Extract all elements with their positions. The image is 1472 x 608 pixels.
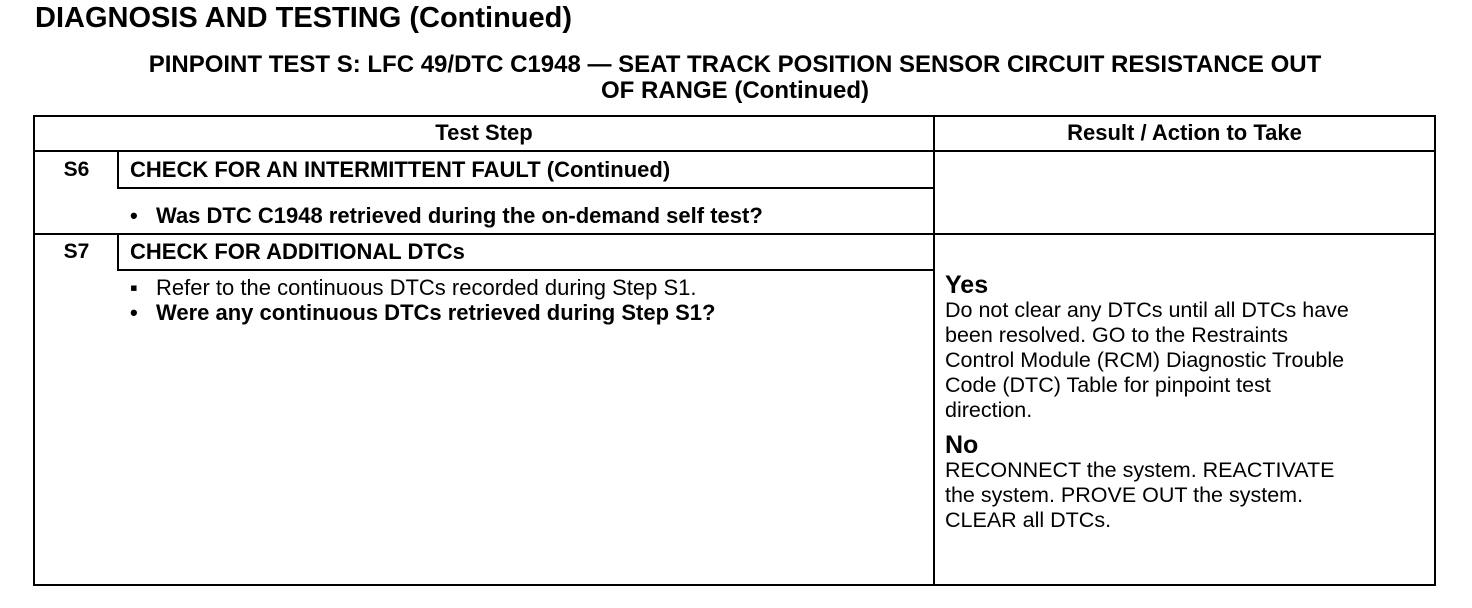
result-yes (945, 273, 1435, 423)
row-divider-s6-s7 (35, 233, 1434, 235)
test-title-line-2: OF RANGE (Continued) (601, 77, 869, 104)
result-yes-line: been resolved. GO to the Restraints (945, 323, 1288, 347)
square-bullet-icon: ▪ (130, 275, 138, 300)
result-no-line: the system. PROVE OUT the system. (945, 483, 1304, 507)
bullet-icon: • (130, 203, 138, 228)
s7-question-text: Were any continuous DTCs retrieved during Step S1? (156, 300, 716, 325)
result-yes-line: Do not clear any DTCs until all DTCs have (945, 298, 1349, 322)
s6-title-divider (117, 187, 933, 189)
pinpoint-test-table (33, 115, 1436, 586)
step-id-s6: S6 (63, 158, 90, 181)
page-heading: DIAGNOSIS AND TESTING (Continued) (35, 2, 573, 34)
s7-question (118, 300, 715, 326)
pinpoint-test-title (30, 52, 1440, 104)
step-title-s6: CHECK FOR AN INTERMITTENT FAULT (Continued) (130, 157, 671, 182)
s6-question-text: Was DTC C1948 retrieved during the on-demand self test? (156, 203, 763, 228)
result-no-line: RECONNECT the system. REACTIVATE (945, 458, 1335, 482)
column-header-test-step: Test Step (435, 120, 533, 145)
step-id-s7: S7 (63, 240, 90, 263)
result-yes-line: Code (DTC) Table for pinpoint test (945, 373, 1271, 397)
bullet-icon: • (130, 300, 138, 325)
test-title-line-1: PINPOINT TEST S: LFC 49/DTC C1948 — SEAT TRACK POSITION SENSOR CIRCUIT RESISTANCE OUT (148, 51, 1322, 78)
s6-question (118, 203, 763, 229)
step-title-s7: CHECK FOR ADDITIONAL DTCs (130, 239, 465, 264)
result-yes-line: direction. (945, 398, 1033, 422)
header-divider (35, 150, 1434, 152)
result-no-line: CLEAR all DTCs. (945, 508, 1112, 532)
result-label-yes: Yes (945, 271, 989, 299)
s7-instruction-text: Refer to the continuous DTCs recorded during Step S1. (156, 275, 697, 300)
s7-title-divider (117, 269, 933, 271)
s7-instruction (118, 275, 697, 301)
result-no (945, 433, 1435, 533)
result-yes-line: Control Module (RCM) Diagnostic Trouble (945, 348, 1345, 372)
result-label-no: No (945, 431, 979, 459)
column-header-result: Result / Action to Take (1067, 120, 1302, 145)
column-divider (933, 117, 935, 584)
